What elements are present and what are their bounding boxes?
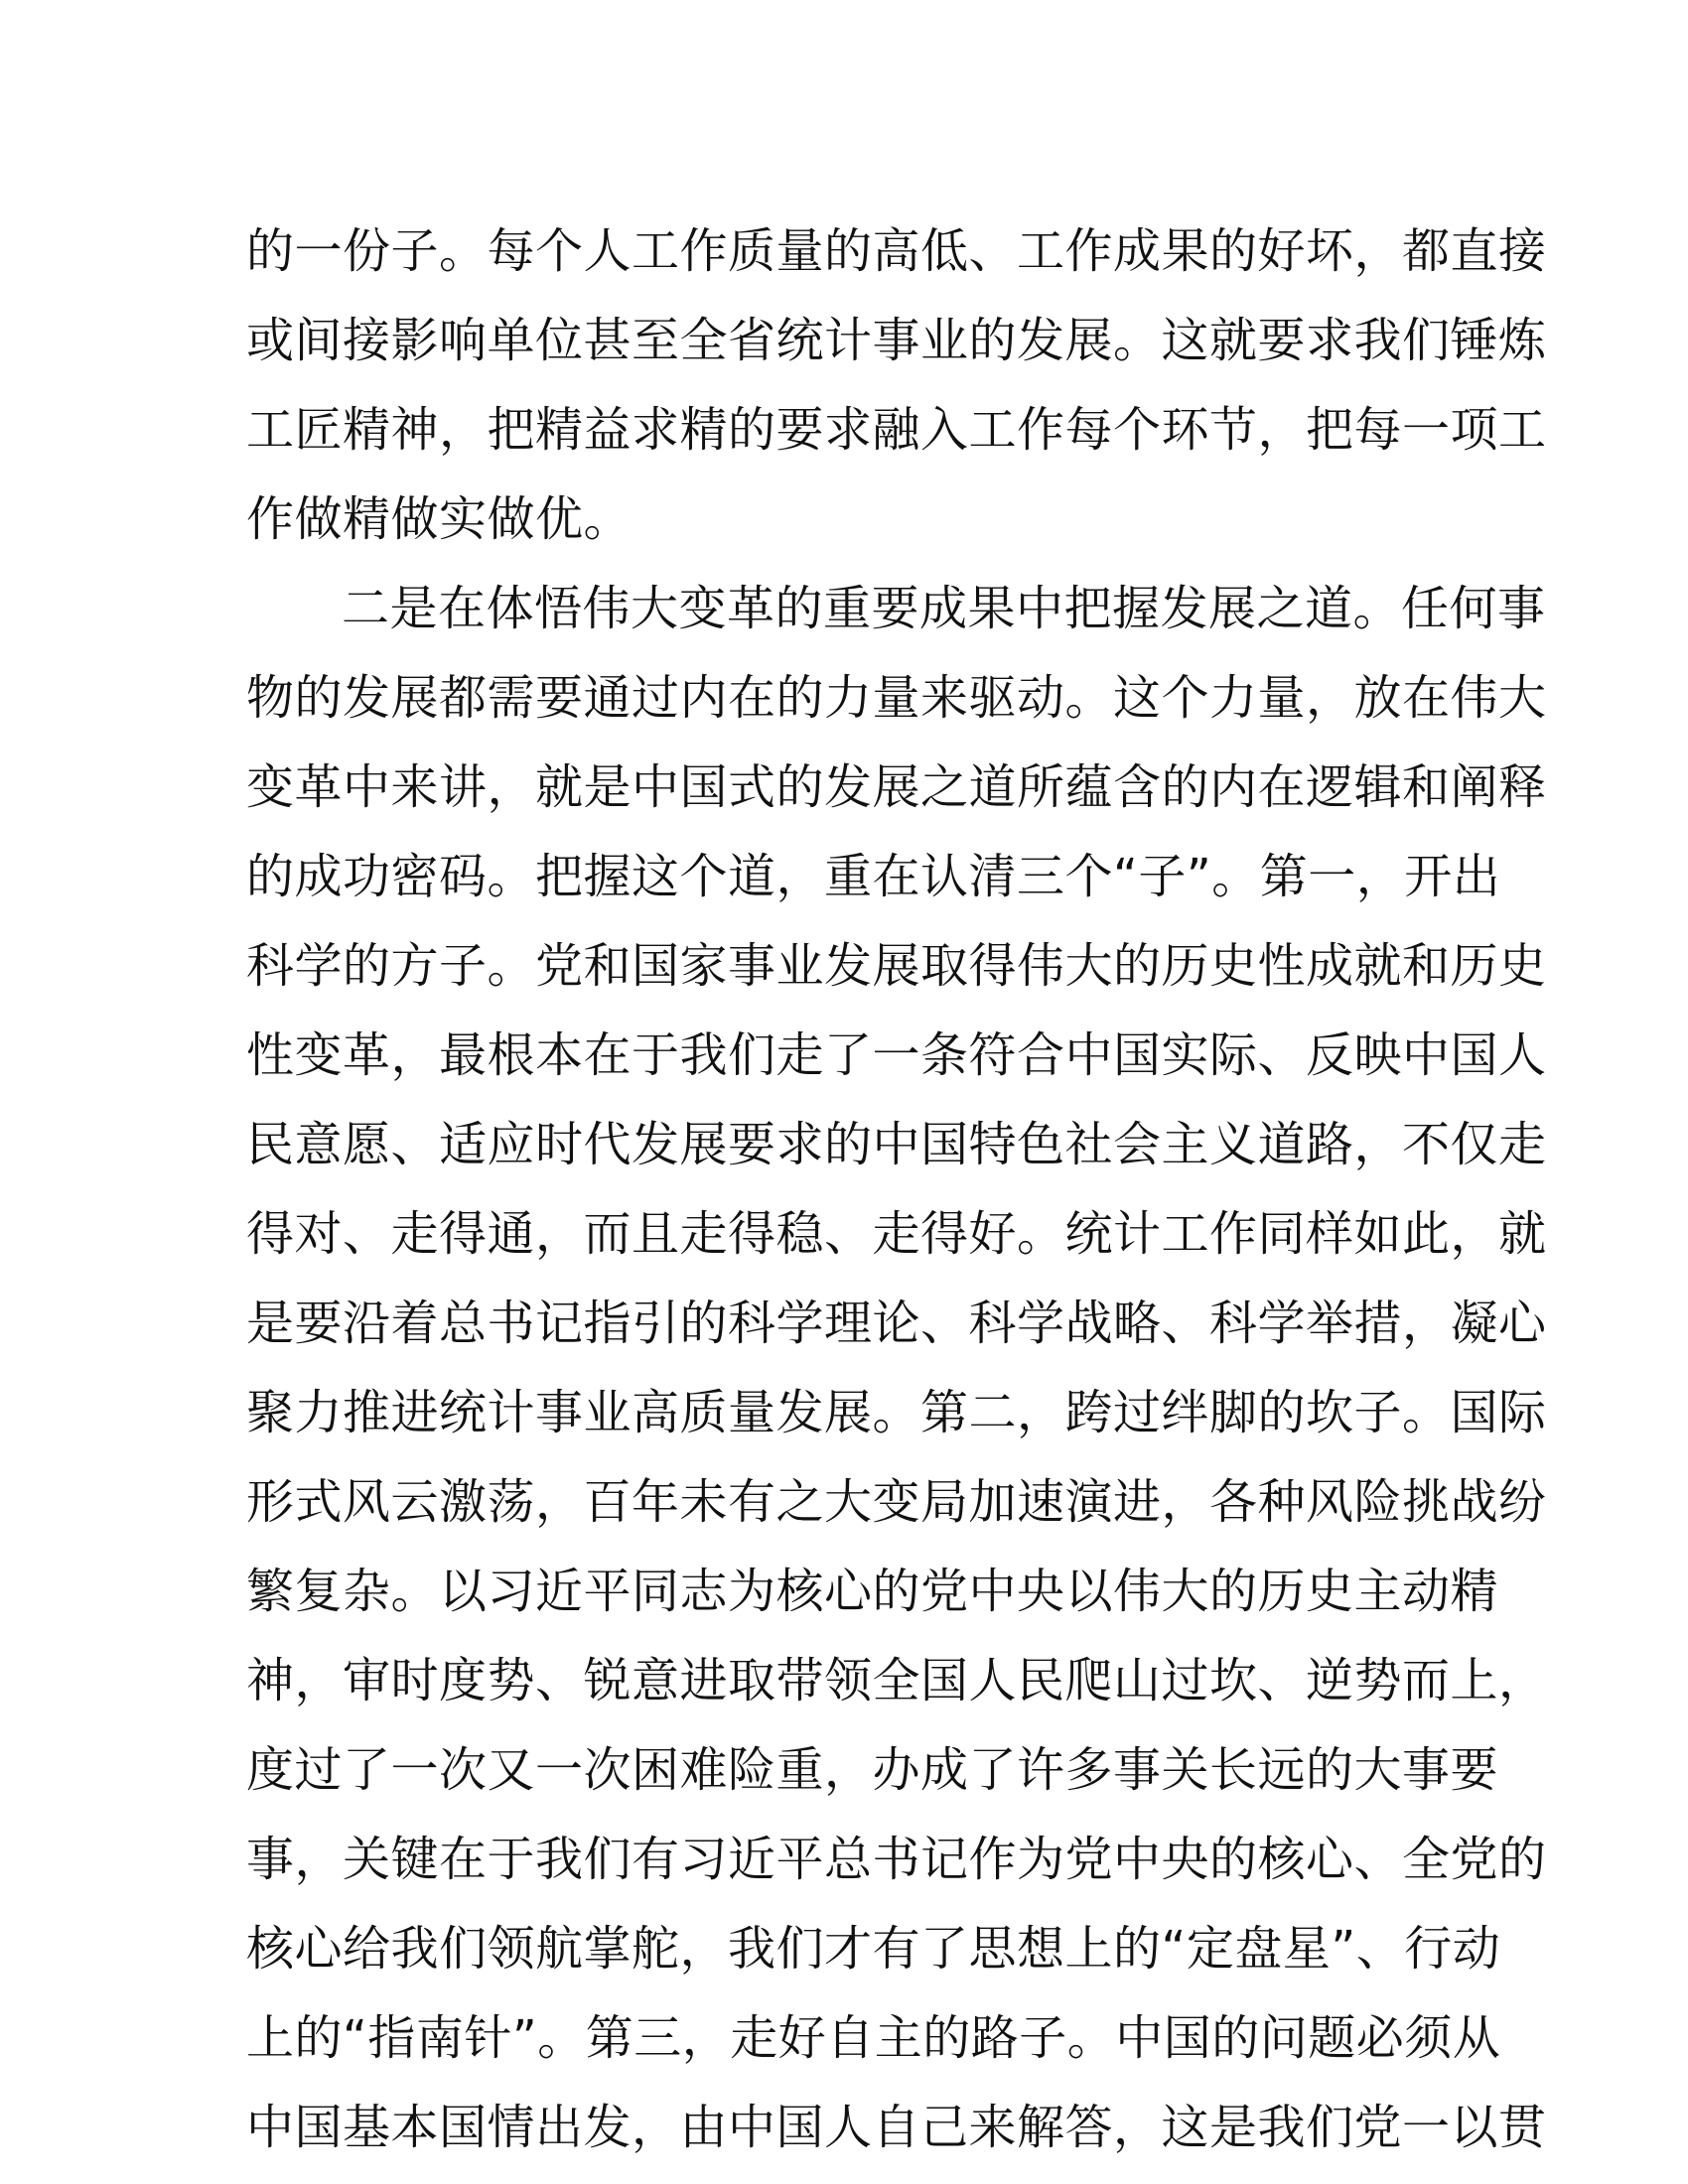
text-line: 繁复杂。以习近平同志为核心的党中央以伟大的历史主动精	[246, 1564, 1499, 1619]
text-line: 性变革，最根本在于我们走了一条符合中国实际、反映中国人	[246, 1027, 1547, 1083]
text-line: 的一份子。每个人工作质量的高低、工作成果的好坏，都直接	[246, 223, 1547, 279]
text-line: 工匠精神，把精益求精的要求融入工作每个环节，把每一项工	[246, 402, 1547, 458]
text-line: 作做精做实做优。	[246, 491, 633, 547]
text-line: 民意愿、适应时代发展要求的中国特色社会主义道路，不仅走	[246, 1117, 1547, 1172]
text-line: 二是在体悟伟大变革的重要成果中把握发展之道。任何事	[342, 581, 1546, 636]
text-line: 变革中来讲，就是中国式的发展之道所蕴含的内在逻辑和阐释	[246, 759, 1547, 815]
paragraph-development-path	[246, 564, 1547, 2172]
text-line: 神，审时度势、锐意进取带领全国人民爬山过坎、逆势而上，	[246, 1653, 1547, 1708]
paragraph-continuation	[246, 206, 1547, 564]
text-line: 聚力推进统计事业高质量发展。第二，跨过绊脚的坎子。国际	[246, 1385, 1547, 1440]
text-line: 度过了一次又一次困难险重，办成了许多事关长远的大事要	[246, 1742, 1499, 1798]
text-line: 形式风云激荡，百年未有之大变局加速演进，各种风险挑战纷	[246, 1474, 1547, 1530]
text-line: 中国基本国情出发，由中国人自己来解答，这是我们党一以贯	[246, 2100, 1547, 2155]
text-line: 是要沿着总书记指引的科学理论、科学战略、科学举措，凝心	[246, 1296, 1547, 1351]
text-line: 物的发展都需要通过内在的力量来驱动。这个力量，放在伟大	[246, 670, 1547, 726]
text-line: 上的“指南针”。第三，走好自主的路子。中国的问题必须从	[246, 2010, 1501, 2066]
text-line: 的成功密码。把握这个道，重在认清三个“子”。第一，开出	[246, 849, 1501, 904]
text-line: 或间接影响单位甚至全省统计事业的发展。这就要求我们锤炼	[246, 313, 1547, 368]
text-line: 科学的方子。党和国家事业发展取得伟大的历史性成就和历史	[246, 938, 1547, 994]
text-line: 得对、走得通，而且走得稳、走得好。统计工作同样如此，就	[246, 1206, 1547, 1262]
text-line: 核心给我们领航掌舵，我们才有了思想上的“定盘星”、行动	[246, 1921, 1501, 1977]
text-line: 事，关键在于我们有习近平总书记作为党中央的核心、全党的	[246, 1832, 1547, 1887]
